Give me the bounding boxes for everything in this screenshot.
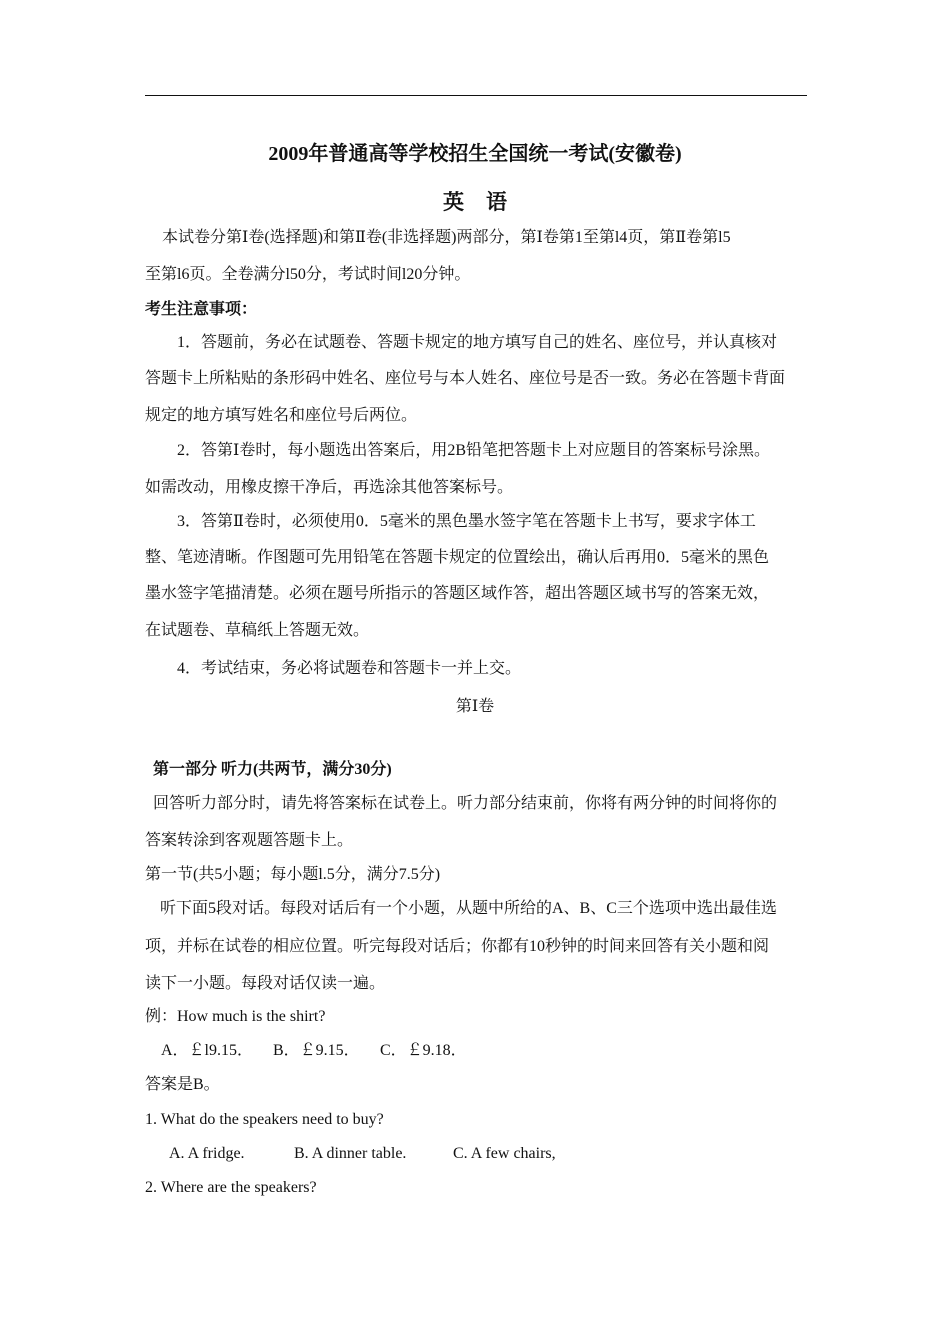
example-options — [161, 1041, 467, 1061]
question-1-option-c: C. A few chairs, — [453, 1145, 556, 1162]
notice-item-3-line-3: 墨水签字笔描清楚。必须在题号所指示的答题区域作答，超出答题区域书写的答案无效， — [145, 585, 770, 602]
notice-item-1-line-2: 答题卡上所粘贴的条形码中姓名、座位号与本人姓名、座位号是否一致。务必在答题卡背面 — [145, 370, 786, 387]
notice-item-3-line-4: 在试题卷、草稿纸上答题无效。 — [145, 622, 370, 639]
example-option-c: C．￡9.18． — [380, 1042, 467, 1059]
question-1-options — [169, 1144, 556, 1164]
notice-heading: 考生注意事项： — [145, 301, 258, 318]
part1-desc-line-1: 回答听力部分时，请先将答案标在试卷上。听力部分结束前，你将有两分钟的时间将你的 — [153, 795, 778, 812]
question-1-option-b: B. A dinner table. — [294, 1145, 407, 1162]
volume-label: 第Ⅰ卷 — [455, 698, 495, 715]
exam-title: 2009年普通高等学校招生全国统一考试(安徽卷) — [268, 143, 682, 165]
notice-item-2-line-2: 如需改动，用橡皮擦干净后，再选涂其他答案标号。 — [145, 479, 514, 496]
notice-item-3-line-1: 3．答第Ⅱ卷时，必须使用0．5毫米的黑色墨水签字笔在答题卡上书写，要求字体工 — [177, 513, 756, 530]
intro-line-2: 至第l6页。全卷满分l50分，考试时间l20分钟。 — [145, 266, 471, 283]
question-2: 2. Where are the speakers? — [145, 1179, 317, 1196]
example-option-a: A．￡l9.15． — [161, 1042, 254, 1059]
instruction-line-3: 读下一小题。每段对话仅读一遍。 — [145, 975, 386, 992]
instruction-line-2: 项，并标在试卷的相应位置。听完每段对话后；你都有10秒钟的时间来回答有关小题和阅 — [145, 938, 770, 955]
header-rule — [145, 95, 807, 96]
notice-item-1-line-1: 1．答题前，务必在试题卷、答题卡规定的地方填写自己的姓名、座位号，并认真核对 — [177, 334, 778, 351]
part1-heading: 第一部分 听力(共两节，满分30分) — [153, 761, 392, 778]
notice-item-1-line-3: 规定的地方填写姓名和座位号后两位。 — [145, 407, 418, 424]
question-1: 1. What do the speakers need to buy? — [145, 1111, 384, 1128]
section1-heading: 第一节(共5小题；每小题l.5分，满分7.5分) — [145, 866, 441, 883]
question-1-option-a: A. A fridge. — [169, 1145, 245, 1162]
example-option-b: B．￡9.15． — [273, 1042, 360, 1059]
notice-item-3-line-2: 整、笔迹清晰。作图题可先用铅笔在答题卡规定的位置绘出，确认后再用0．5毫米的黑色 — [145, 549, 770, 566]
part1-desc-line-2: 答案转涂到客观题答题卡上。 — [145, 832, 354, 849]
example-question: 例：How much is the shirt? — [145, 1008, 326, 1025]
notice-item-2-line-1: 2．答第Ⅰ卷时，每小题选出答案后，用2B铅笔把答题卡上对应题目的答案标号涂黑。 — [177, 442, 770, 459]
intro-line-1: 本试卷分第Ⅰ卷(选择题)和第Ⅱ卷(非选择题)两部分，第Ⅰ卷第1至第l4页，第Ⅱ卷第l5 — [162, 229, 731, 246]
example-answer: 答案是B。 — [145, 1076, 220, 1093]
notice-item-4: 4．考试结束，务必将试题卷和答题卡一并上交。 — [177, 660, 522, 677]
subject-title: 英语 — [443, 190, 529, 214]
instruction-line-1: 听下面5段对话。每段对话后有一个小题，从题中所给的A、B、C三个选项中选出最佳选 — [160, 900, 777, 917]
